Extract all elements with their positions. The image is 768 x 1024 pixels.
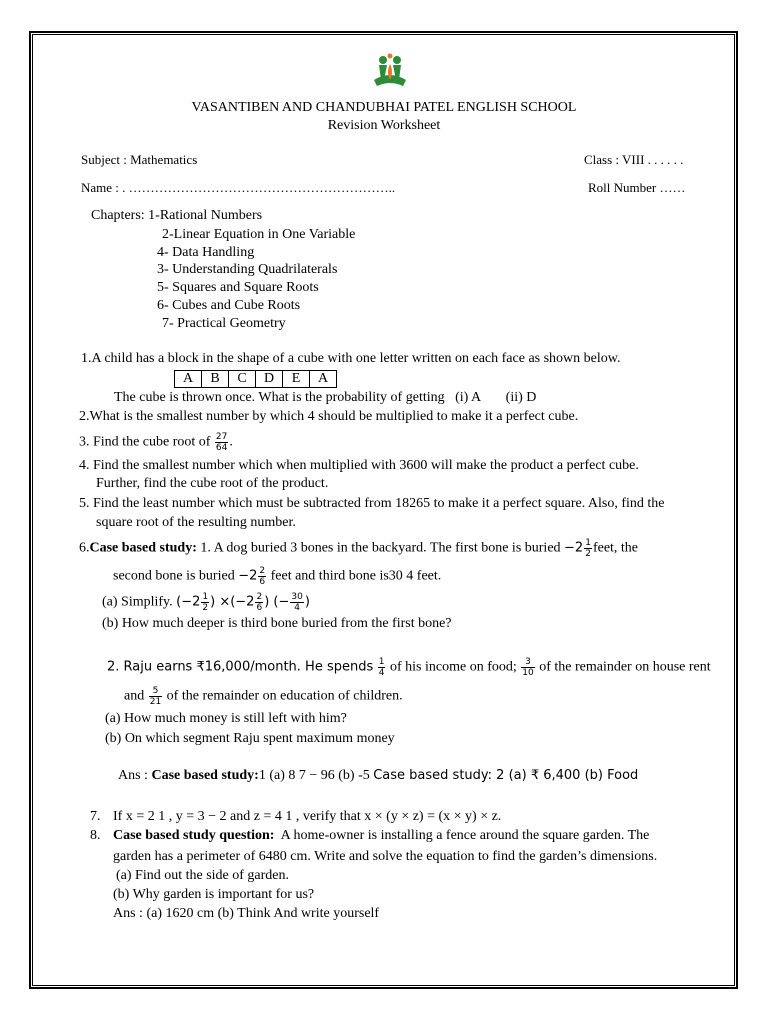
chapter-item: 4- Data Handling (157, 245, 255, 260)
class-label: Class : VIII . . . . . . (584, 152, 684, 167)
roll-number-field: Roll Number …… (588, 180, 686, 195)
numerator: 30 (291, 592, 303, 602)
fraction (584, 538, 592, 559)
case-study-label: Case based study question: (113, 828, 275, 843)
question-6a (102, 592, 310, 613)
denominator: 6 (256, 603, 263, 613)
denominator: 4 (294, 603, 300, 613)
expression-part: ) ×(−2 (210, 594, 255, 610)
case-study-text: feet, the (592, 540, 639, 556)
question-1-line-2 (114, 389, 536, 406)
denominator: 21 (149, 697, 162, 707)
question-8b: (b) Why garden is important for us? (113, 887, 315, 902)
question-7-number: 7. (90, 809, 101, 824)
fraction (521, 657, 534, 678)
denominator: 2 (585, 549, 591, 559)
numerator: 1 (585, 538, 591, 548)
numerator: 1 (202, 592, 209, 602)
numerator: 2 (256, 592, 263, 602)
chapter-item: 6- Cubes and Cube Roots (157, 298, 301, 313)
cube-face-letter: B (202, 371, 229, 388)
numerator: 5 (149, 686, 162, 697)
numerator: 2 (259, 566, 266, 576)
denominator: 64 (215, 443, 228, 453)
question-8-answer: Ans : (a) 1620 cm (b) Think And write yourself (113, 906, 380, 921)
case-study-text: feet and third bone is30 4 feet. (270, 568, 442, 584)
name-field: Name : . …………………………………………………….. (81, 180, 396, 195)
doc-title: Revision Worksheet (327, 118, 441, 133)
fraction (258, 566, 266, 587)
cube-face-letter: A (175, 371, 202, 388)
chapter-item: 3- Understanding Quadrilaterals (157, 262, 338, 277)
case-study-text: 2. Raju earns ₹16,000/month. He spends (107, 659, 374, 675)
fraction (201, 592, 209, 613)
denominator: 6 (259, 577, 266, 587)
question-8-number: 8. (90, 828, 101, 843)
question-4: 4. Find the smallest number which when multiplied with 3600 will make the product a perfect cube. (79, 458, 639, 473)
denominator: 10 (522, 668, 534, 678)
school-name: VASANTIBEN AND CHANDUBHAI PATEL ENGLISH SCHOOL (191, 100, 577, 115)
fraction (215, 432, 228, 453)
case-study-2-line-2 (124, 686, 403, 707)
question-2: 2.What is the smallest number by which 4 should be multiplied to make it a perfect cube. (79, 409, 579, 424)
case-study-2b: (b) On which segment Raju spent maximum money (105, 731, 395, 746)
expression-part: ) (304, 594, 310, 610)
punctuation: . (229, 434, 233, 450)
question-6b: (b) How much deeper is third bone buried from the first bone? (102, 616, 452, 631)
mixed-number-whole: −2 (564, 540, 584, 556)
question-3 (79, 432, 233, 453)
answer-line (118, 767, 638, 784)
cube-face-letter: D (256, 371, 283, 388)
question-1: 1.A child has a block in the shape of a cube with one letter written on each face as shown below. (81, 351, 621, 366)
question-5: 5. Find the least number which must be subtracted from 18265 to make it a perfect square. Also, find the (79, 496, 665, 511)
question-4-line-2: Further, find the cube root of the product. (96, 476, 329, 491)
expression-part: (−2 (176, 594, 201, 610)
question-1-text: The cube is thrown once. What is the probability of getting (114, 390, 445, 405)
question-8 (113, 827, 649, 844)
question-7: If x = 2 1 , y = 3 − 2 and z = 4 1 , verify that x × (y × z) = (x × y) × z. (113, 809, 502, 824)
cube-face-letter: A (310, 371, 337, 388)
numerator: 27 (215, 432, 228, 442)
numerator: 1 (378, 657, 385, 667)
chapter-item: 2-Linear Equation in One Variable (162, 227, 356, 242)
question-8-line-2: garden has a perimeter of 6480 cm. Write and solve the equation to find the garden’s dimensions. (113, 849, 658, 864)
chapters-lead: Chapters: 1-Rational Numbers (91, 208, 263, 223)
question-6 (79, 538, 638, 559)
case-study-text: of the remainder on house rent (539, 659, 711, 675)
case-study-2 (107, 657, 711, 678)
option-ii: (ii) D (505, 390, 537, 405)
case-study-2a: (a) How much money is still left with him? (105, 711, 347, 726)
question-3-text: 3. Find the cube root of (79, 434, 211, 450)
fraction (378, 657, 386, 678)
sub-question-text: (a) Simplify. (102, 594, 173, 610)
question-6-line-2 (113, 566, 441, 587)
cube-face-letter: C (229, 371, 256, 388)
question-text: A home-owner is installing a fence around the square garden. The (280, 828, 650, 843)
fraction (149, 686, 162, 707)
chapter-item: 7- Practical Geometry (162, 316, 286, 331)
school-emblem-icon (370, 50, 410, 90)
case-study-text: 1. A dog buried 3 bones in the backyard. The first bone is buried (200, 540, 561, 556)
denominator: 4 (378, 668, 385, 678)
question-8a: (a) Find out the side of garden. (116, 868, 290, 883)
case-study-text: and (124, 688, 145, 704)
numerator: 3 (521, 657, 534, 668)
case-study-label: Case based study: (89, 540, 197, 556)
question-5-line-2: square root of the resulting number. (96, 515, 296, 530)
case-study-text: of the remainder on education of children. (166, 688, 403, 704)
denominator: 2 (202, 603, 209, 613)
mixed-number-whole: −2 (238, 568, 258, 584)
cube-face-letter: E (283, 371, 310, 388)
case-study-text: of his income on food; (389, 659, 517, 675)
answer-label: Case based study: (151, 768, 259, 783)
option-i: (i) A (455, 390, 482, 405)
cube-letters-table (174, 370, 337, 388)
answer-text: 1 (a) 8 7 − 96 (b) -5 (258, 768, 370, 783)
case-study-text: second bone is buried (113, 568, 235, 584)
expression-part: ) (− (264, 594, 290, 610)
answer-text: Case based study: 2 (a) ₹ 6,400 (b) Food (373, 768, 639, 783)
subject-label: Subject : Mathematics (81, 152, 198, 167)
answer-prefix: Ans : (118, 768, 148, 783)
chapter-item: 5- Squares and Square Roots (157, 280, 319, 295)
fraction (255, 592, 263, 613)
fraction (290, 592, 303, 613)
question-number: 6. (79, 540, 90, 556)
